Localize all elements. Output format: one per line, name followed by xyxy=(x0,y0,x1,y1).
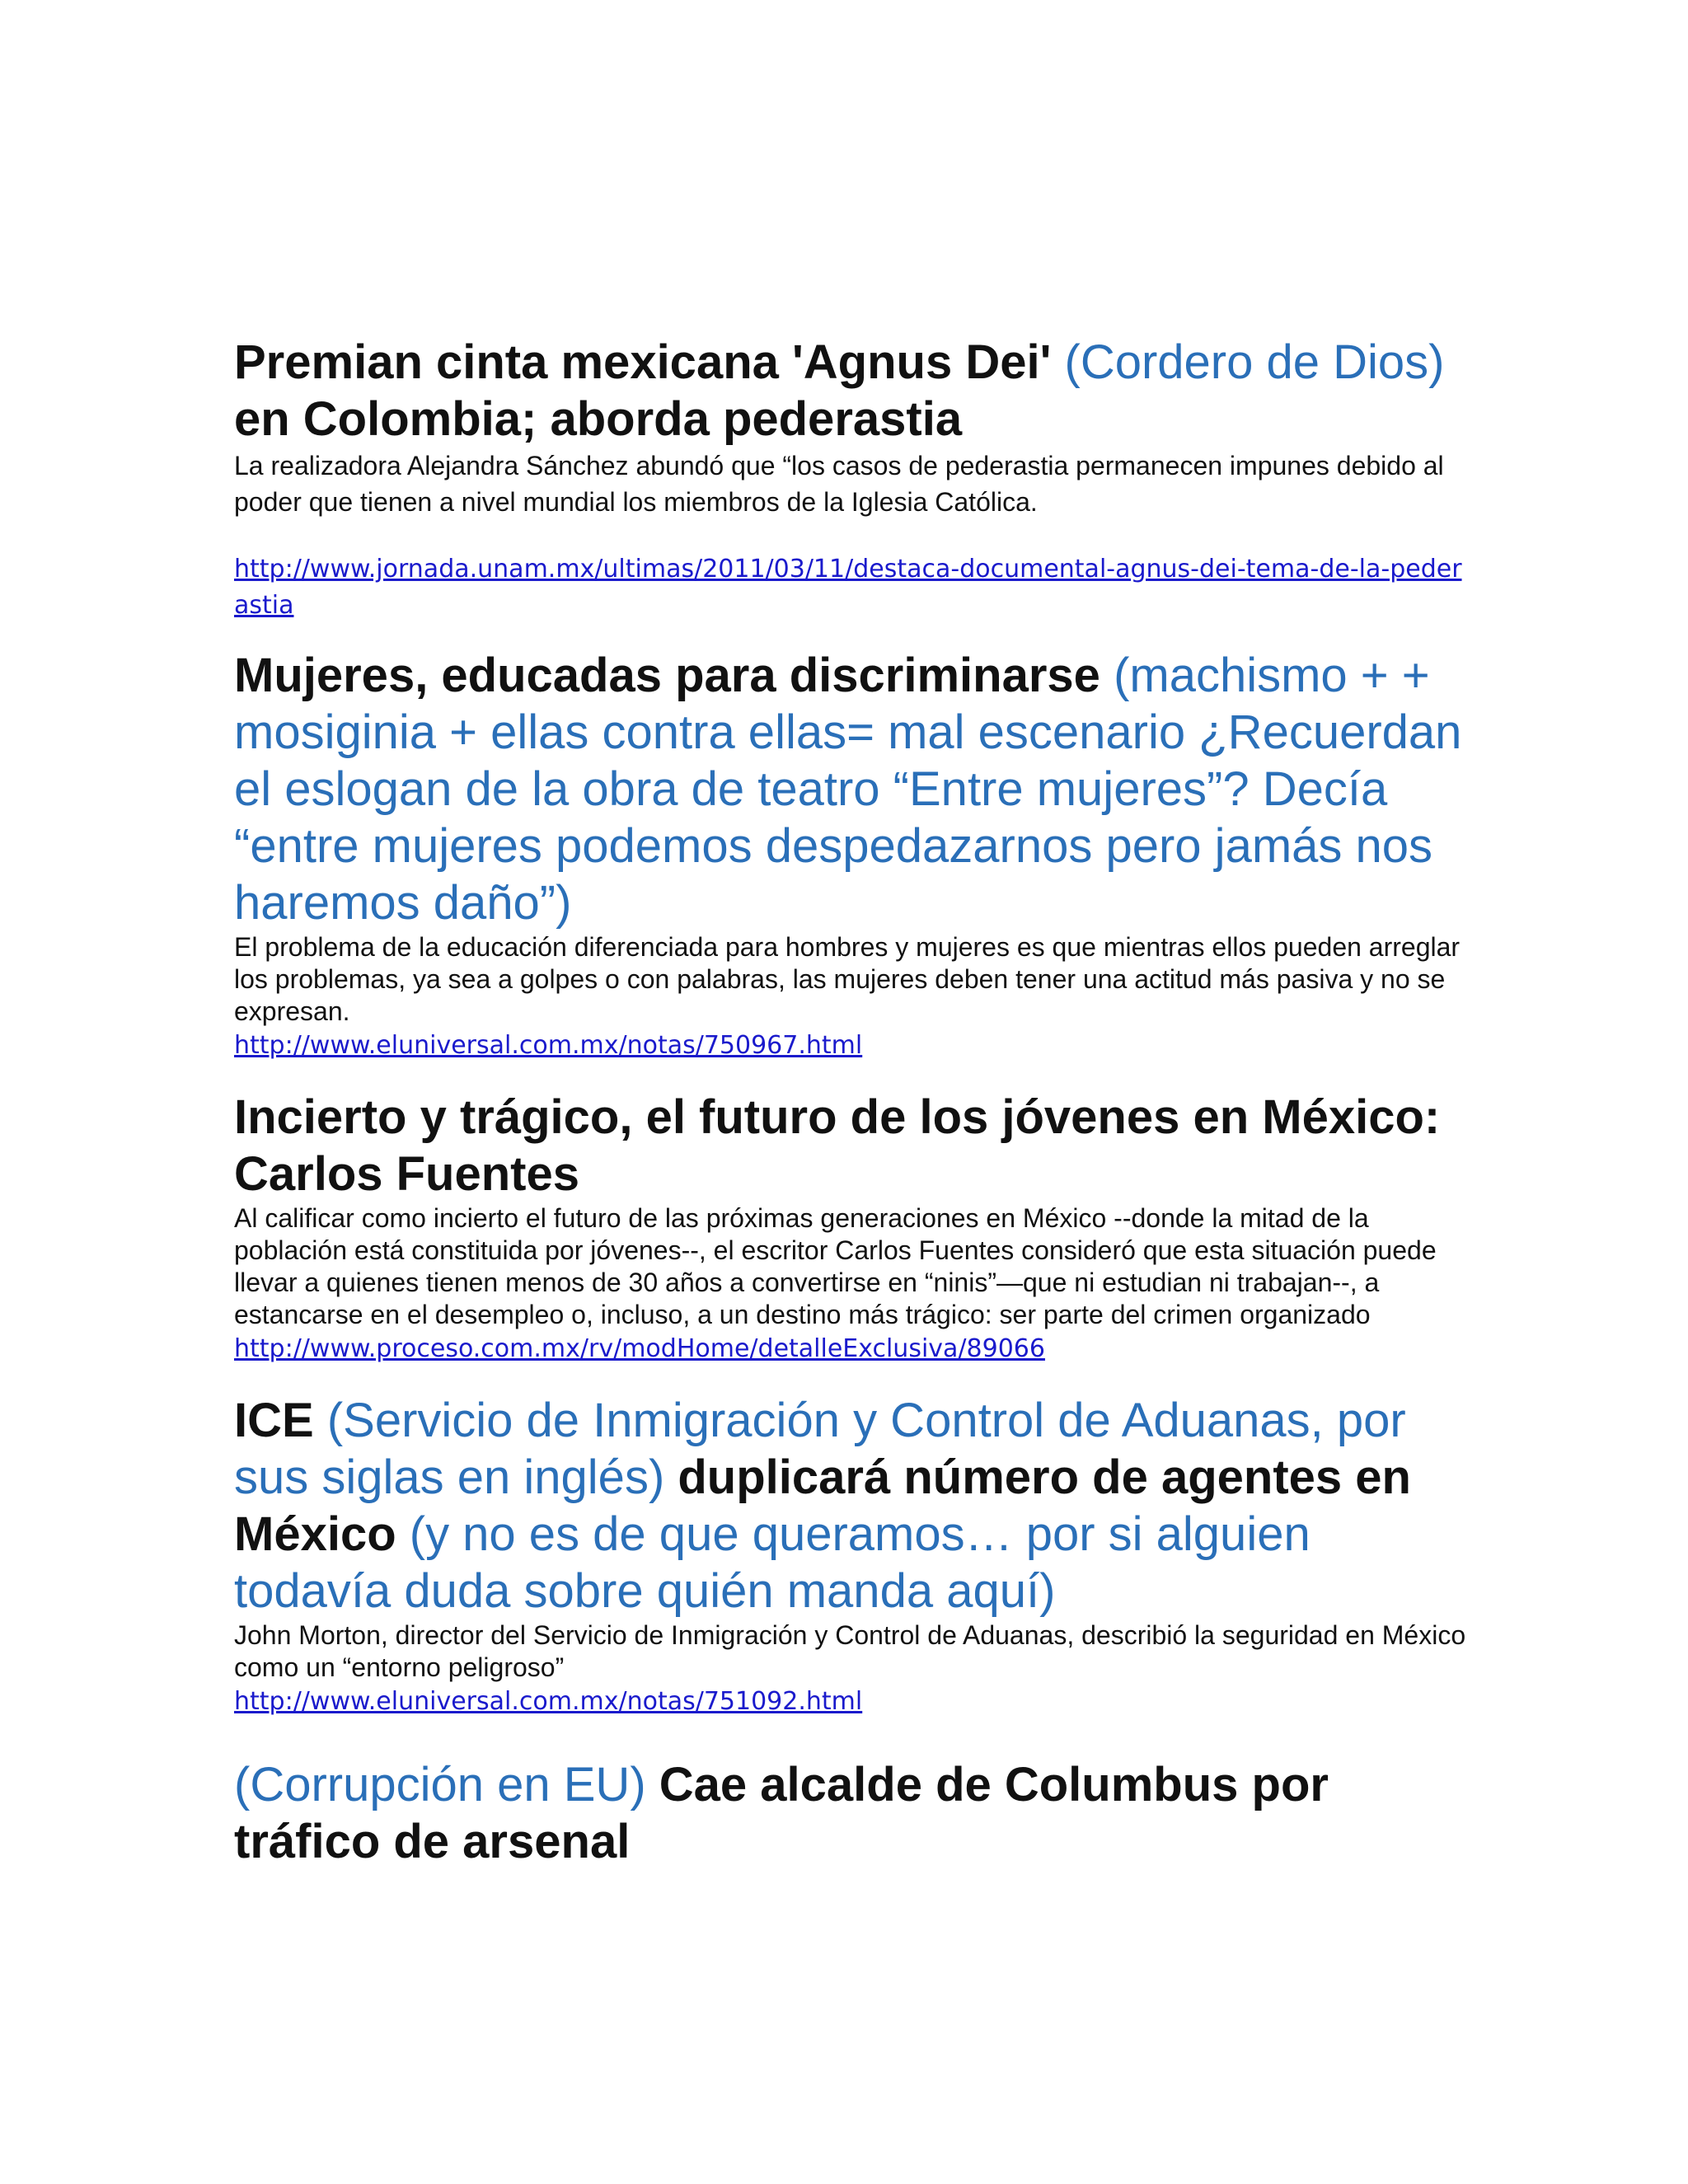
article-link[interactable]: http://www.eluniversal.com.mx/notas/751092.html xyxy=(234,1687,863,1716)
article xyxy=(234,334,1470,624)
article xyxy=(234,1756,1470,1870)
headline-text: Incierto y trágico, el futuro de los jóvenes en México: Carlos Fuentes xyxy=(234,1090,1441,1201)
headline-text: en Colombia; aborda pederastia xyxy=(234,392,963,446)
article-summary: Al calificar como incierto el futuro de las próximas generaciones en México --donde la mitad de la población está constituida por jóvenes--, el escritor Carlos Fuentes consideró que esta situación puede llevar a quienes tienen menos de 30 años a convertirse en “ninis”—que ni estudian ni trabajan--, a estancarse en el desempleo o, incluso, a un destino más trágico: ser parte del crimen organizado xyxy=(234,1203,1437,1329)
headline-comment: (y no es de que queramos… por si alguien todavía duda sobre quién manda aquí) xyxy=(234,1507,1311,1618)
article-summary: La realizadora Alejandra Sánchez abundó que “los casos de pederastia permanecen impunes debido al poder que tienen a nivel mundial los miembros de la Iglesia Católica. xyxy=(234,451,1444,517)
headline-text: Cae alcalde de Columbus por tráfico de arsenal xyxy=(234,1758,1329,1868)
article xyxy=(234,1392,1470,1720)
headline-text: Mujeres, educadas para discriminarse xyxy=(234,649,1114,702)
article-link[interactable]: http://www.proceso.com.mx/rv/modHome/detalleExclusiva/89066 xyxy=(234,1334,1045,1363)
headline-comment: (Cordero de Dios) xyxy=(1064,335,1445,389)
article-headline xyxy=(234,1392,1470,1619)
article-headline xyxy=(234,647,1470,931)
article-headline xyxy=(234,1756,1470,1870)
article-headline xyxy=(234,1089,1470,1202)
headline-text: ICE xyxy=(234,1394,327,1447)
article-link[interactable]: http://www.jornada.unam.mx/ultimas/2011/03/11/destaca-documental-agnus-dei-tema-de-la-pederastia xyxy=(234,555,1462,620)
article xyxy=(234,1089,1470,1367)
article-summary: El problema de la educación diferenciada para hombres y mujeres es que mientras ellos pueden arreglar los problemas, ya sea a golpes o con palabras, las mujeres deben tener una actitud más pasiva y no se expresan. xyxy=(234,932,1461,1026)
headline-comment: (machismo + + mosiginia + ellas contra ellas= mal escenario ¿Recuerdan el eslogan de la obra de teatro “Entre mujeres”? Decía “entre mujeres podemos despedazarnos pero jamás nos haremos daño”) xyxy=(234,649,1462,930)
headline-comment: (Servicio de Inmigración y Control de Aduanas, por sus siglas en inglés) xyxy=(234,1394,1406,1504)
headline-text: Premian cinta mexicana 'Agnus Dei' xyxy=(234,335,1065,389)
headline-comment: (Corrupción en EU) xyxy=(234,1758,646,1811)
document-page xyxy=(234,334,1470,1870)
article-headline xyxy=(234,334,1470,448)
headline-text: duplicará número de agentes en México xyxy=(234,1451,1411,1561)
article xyxy=(234,647,1470,1064)
article-link[interactable]: http://www.eluniversal.com.mx/notas/750967.html xyxy=(234,1031,863,1060)
article-summary: John Morton, director del Servicio de Inmigración y Control de Aduanas, describió la seguridad en México como un “entorno peligroso” xyxy=(234,1620,1466,1682)
